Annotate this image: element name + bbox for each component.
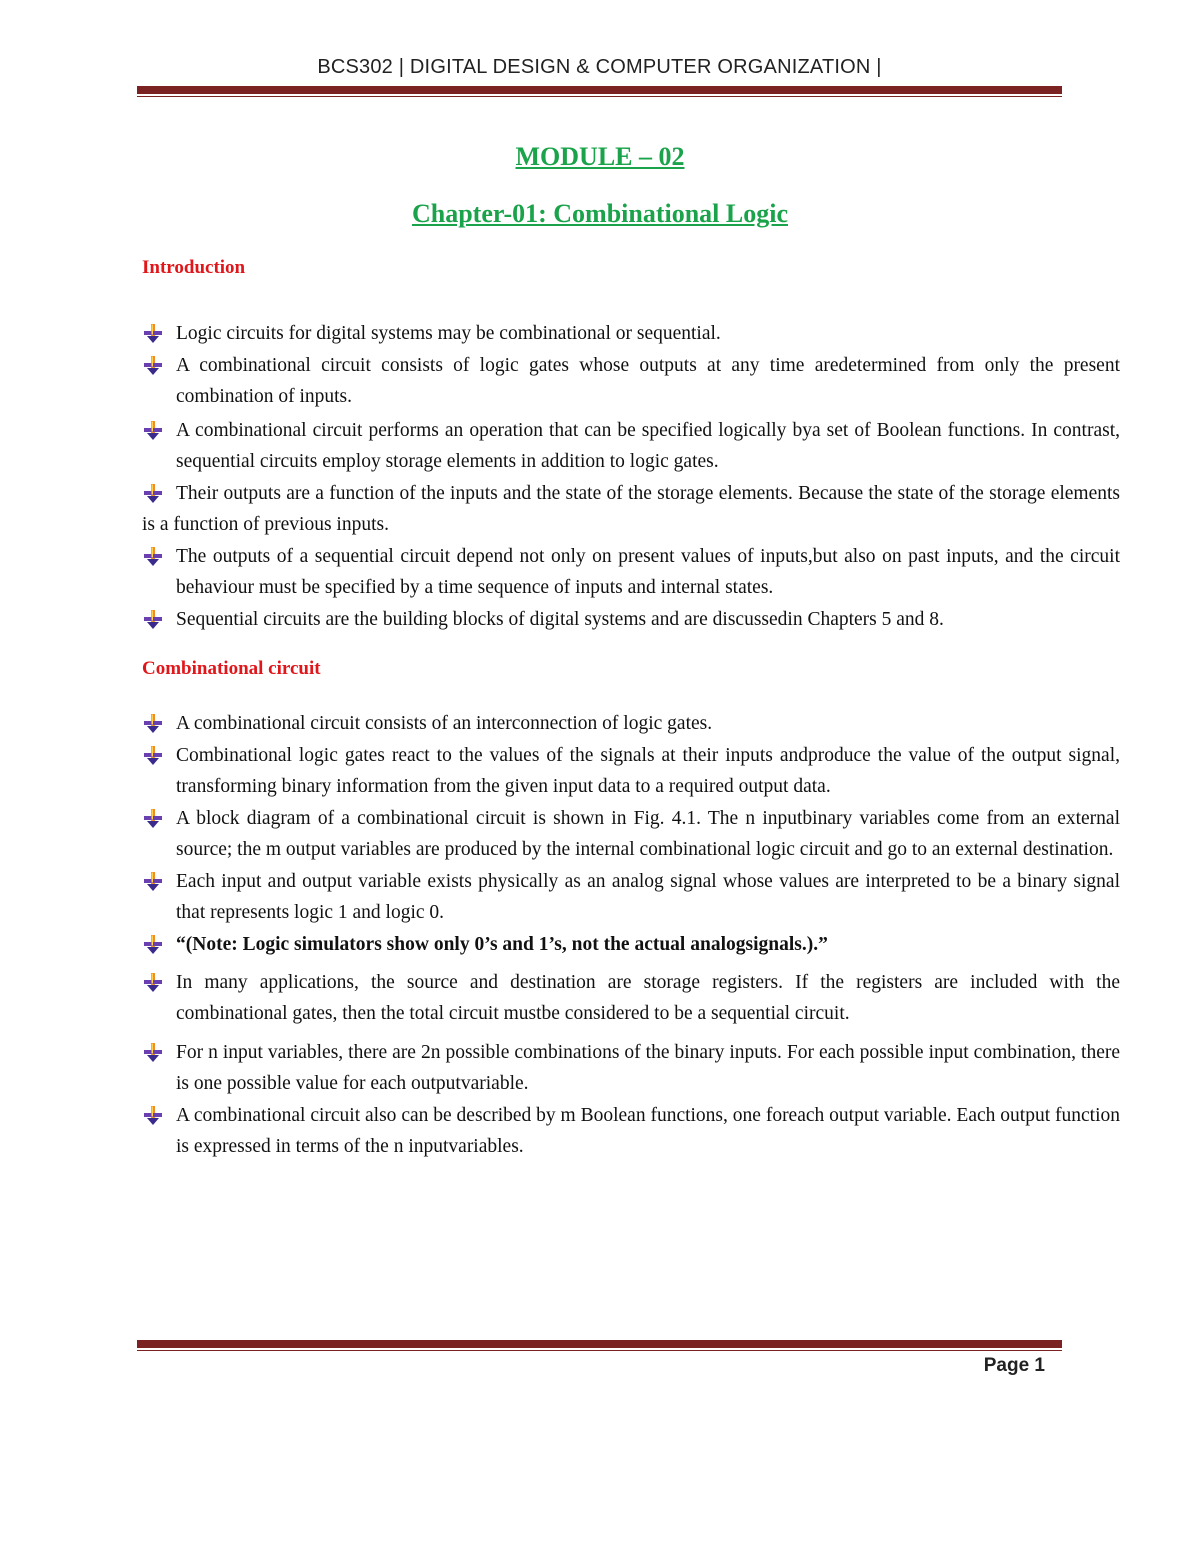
plus-arrow-icon (142, 1041, 164, 1063)
list-item: “(Note: Logic simulators show only 0’s and 1’s, not the actual analogsignals.).” (142, 929, 1120, 960)
list-item: A combinational circuit consists of logic gates whose outputs at any time aredetermined from only the present combination of inputs. (142, 350, 1120, 412)
list-item: Each input and output variable exists physically as an analog signal whose values are interpreted to be a binary signal that represents logic 1 and logic 0. (142, 866, 1120, 928)
plus-arrow-icon (142, 971, 164, 993)
plus-arrow-icon (142, 322, 164, 344)
plus-arrow-icon (142, 482, 164, 504)
list-item: Logic circuits for digital systems may be combinational or sequential. (142, 318, 1120, 349)
module-title: MODULE – 02 (515, 142, 685, 171)
bullet-list-combinational-circuit (142, 708, 1120, 1162)
section-heading-combinational-circuit: Combinational circuit (142, 658, 321, 679)
plus-arrow-icon (142, 870, 164, 892)
list-item: The outputs of a sequential circuit depend not only on present values of inputs,but also on past inputs, and the circuit behaviour must be specified by a time sequence of inputs and internal states. (142, 541, 1120, 603)
list-item: A block diagram of a combinational circuit is shown in Fig. 4.1. The n inputbinary variables come from an external source; the m output variables are produced by the internal combinational logic circuit and go to an external destination. (142, 803, 1120, 865)
plus-arrow-icon (142, 933, 164, 955)
plus-arrow-icon (142, 744, 164, 766)
list-item: A combinational circuit consists of an interconnection of logic gates. (142, 708, 1120, 739)
plus-arrow-icon (142, 712, 164, 734)
plus-arrow-icon (142, 545, 164, 567)
bullet-list-introduction (142, 318, 1120, 635)
plus-arrow-icon (142, 1104, 164, 1126)
page-header-title: BCS302 | DIGITAL DESIGN & COMPUTER ORGANIZATION | (317, 56, 882, 78)
list-item: In many applications, the source and destination are storage registers. If the registers are included with the combinational gates, then the total circuit mustbe considered to be a sequential circuit. (142, 967, 1120, 1029)
list-item: Sequential circuits are the building blocks of digital systems and are discussedin Chapters 5 and 8. (142, 604, 1120, 635)
plus-arrow-icon (142, 807, 164, 829)
list-item: A combinational circuit also can be described by m Boolean functions, one foreach output variable. Each output function is expressed in terms of the n inputvariables. (142, 1100, 1120, 1162)
plus-arrow-icon (142, 419, 164, 441)
footer-rule (137, 1340, 1062, 1348)
plus-arrow-icon (142, 354, 164, 376)
list-item: For n input variables, there are 2n possible combinations of the binary inputs. For each possible input combination, there is one possible value for each outputvariable. (142, 1037, 1120, 1099)
list-item: Their outputs are a function of the inputs and the state of the storage elements. Because the state of the storage elements is a function of previous inputs. (142, 483, 1120, 535)
header-rule (137, 86, 1062, 94)
page-number: Page 1 (983, 1355, 1045, 1376)
section-heading-introduction: Introduction (142, 257, 246, 278)
list-item: A combinational circuit performs an operation that can be specified logically bya set of Boolean functions. In contrast, sequential circuits employ storage elements in addition to logic gates. (142, 415, 1120, 477)
chapter-title: Chapter-01: Combinational Logic (411, 199, 789, 228)
plus-arrow-icon (142, 608, 164, 630)
list-item: Combinational logic gates react to the values of the signals at their inputs andproduce the value of the output signal, transforming binary information from the given input data to a required output data. (142, 740, 1120, 802)
